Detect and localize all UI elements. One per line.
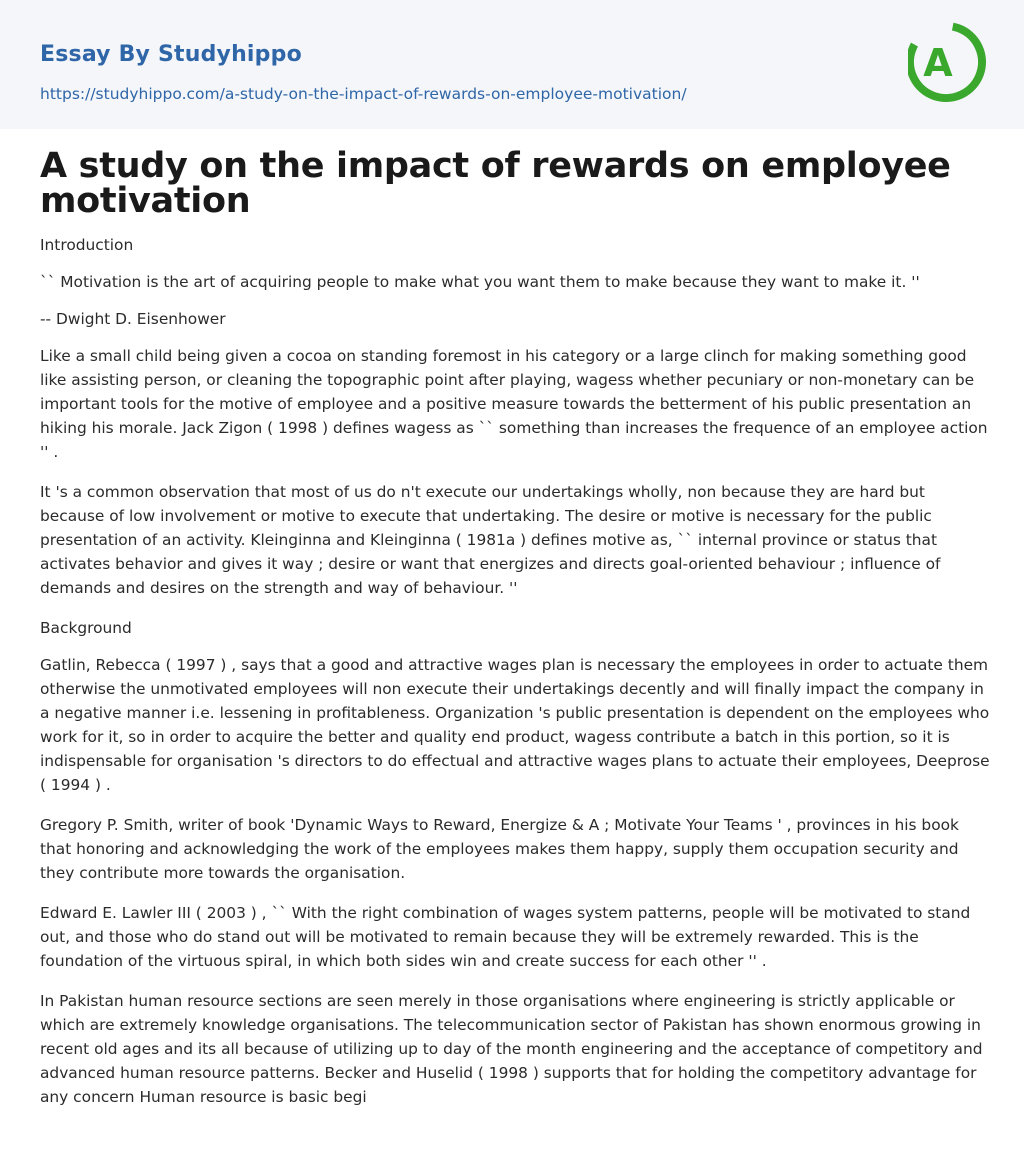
section-heading-introduction: Introduction bbox=[40, 236, 134, 254]
body-paragraph: In Pakistan human resource sections are seen merely in those organisations where engineering is strictly applicable or which are extremely knowledge organisations. The telecommunication sector of Pakistan has shown enormous growing in recent old ages and its all because of utilizing up to day of the month engineering and the acceptance of competitory and advanced human resource patterns. Becker and Huselid ( 1998 ) supports that for holding the competitory advantage for any concern Human resource is basic begi bbox=[40, 992, 983, 1106]
body-paragraph: Edward E. Lawler III ( 2003 ) , `` With the right combination of wages system patterns, people will be motivated to stand out, and those who do stand out will be motivated to remain because they will be extremely rewarded. This is the foundation of the virtuous spiral, in which both sides win and create success for each other '' . bbox=[40, 904, 971, 970]
quote-attribution: -- Dwight D. Eisenhower bbox=[40, 310, 226, 328]
logo-letter: A bbox=[923, 41, 953, 85]
source-url-link[interactable]: https://studyhippo.com/a-study-on-the-impact-of-rewards-on-employee-motivation/ bbox=[40, 85, 687, 103]
quote-paragraph: `` Motivation is the art of acquiring people to make what you want them to make because they want to make it. '' bbox=[40, 273, 920, 291]
article-title: A study on the impact of rewards on employee motivation bbox=[40, 146, 951, 221]
brand-title[interactable]: Essay By Studyhippo bbox=[40, 42, 302, 67]
body-paragraph: It 's a common observation that most of us do n't execute our undertakings wholly, non because they are hard but because of low involvement or motive to execute that undertaking. The desire or motive is necessary for the public presentation of an activity. Kleinginna and Kleinginna ( 1981a ) defines motive as, `` internal province or status that activates behavior and gives it way ; desire or want that energizes and directs goal-oriented behaviour ; influence of demands and desires on the strength and way of behaviour. '' bbox=[40, 483, 941, 597]
article-body bbox=[40, 233, 990, 1125]
body-paragraph: Gatlin, Rebecca ( 1997 ) , says that a good and attractive wages plan is necessary the employees in order to actuate them otherwise the unmotivated employees will non execute their undertakings decently and will finally impact the company in a negative manner i.e. lessening in profitableness. Organization 's public presentation is dependent on the employees who work for it, so in order to acquire the better and quality end product, wagess contribute a batch in this portion, so it is indispensable for organisation 's directors to do effectual and attractive wages plans to actuate their employees, Deeprose ( 1994 ) . bbox=[40, 656, 990, 794]
section-heading-background: Background bbox=[40, 619, 132, 637]
body-paragraph: Like a small child being given a cocoa on standing foremost in his category or a large clinch for making something good like assisting person, or cleaning the topographic point after playing, wagess whether pecuniary or non-monetary can be important tools for the motive of employee and a positive measure towards the betterment of his public presentation an hiking his morale. Jack Zigon ( 1998 ) defines wagess as `` something than increases the frequence of an employee action '' . bbox=[40, 347, 988, 461]
body-paragraph: Gregory P. Smith, writer of book 'Dynamic Ways to Reward, Energize & A ; Motivate Your Teams ' , provinces in his book that honoring and acknowledging the work of the employees makes them happy, supply them occupation security and they contribute more towards the organisation. bbox=[40, 816, 959, 882]
